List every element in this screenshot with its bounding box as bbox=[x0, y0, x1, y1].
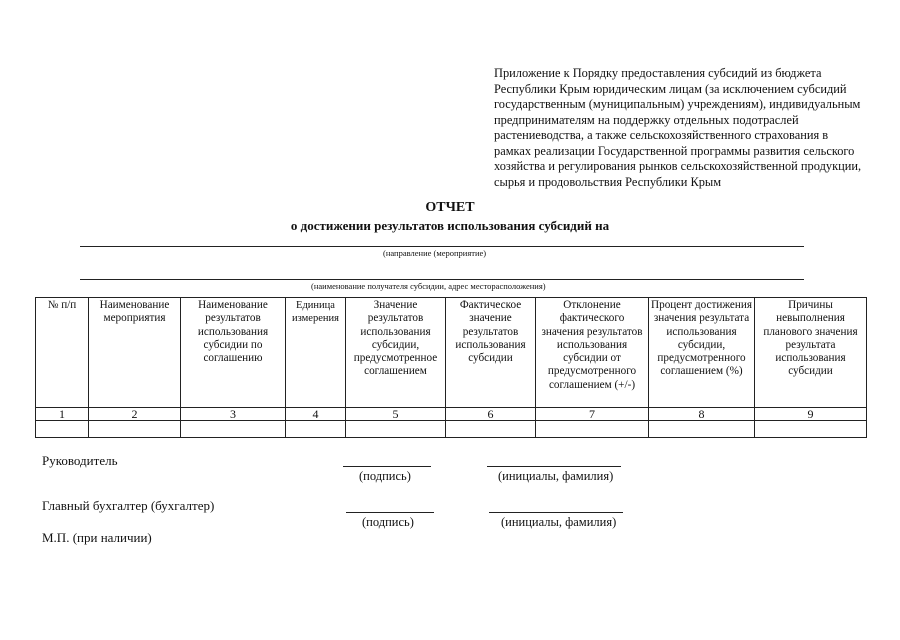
results-table bbox=[35, 297, 867, 438]
empty-cell bbox=[649, 421, 755, 438]
empty-cell bbox=[446, 421, 536, 438]
head-name-line bbox=[487, 466, 621, 467]
table-header-cell: Процент достижения значения результата использования субсидии, предусмотренного соглашением (%) bbox=[649, 298, 755, 408]
accountant-name-caption: (инициалы, фамилия) bbox=[501, 515, 617, 529]
empty-cell bbox=[755, 421, 867, 438]
annex-note: Приложение к Порядку предоставления субсидий из бюджета Республики Крым юридическим лицам (за исключением субсидий государственным (муниципальным) учреждениям), индивидуальным предпринимателям на поддержку отдельных подотраслей растениеводства, а также сельскохозяйственного страхования в рамках реализации Государственной программы развития сельского хозяйства и регулирования рынков сельскохозяйственной продукции, сырья и продовольствия Республики Крым bbox=[494, 66, 862, 189]
direction-field-caption: (направление (мероприятие) bbox=[383, 248, 487, 258]
column-number-cell: 6 bbox=[446, 408, 536, 421]
head-name-caption: (инициалы, фамилия) bbox=[498, 469, 614, 483]
head-signature-line bbox=[343, 466, 431, 467]
accountant-signature-caption: (подпись) bbox=[362, 515, 414, 529]
accountant-signature-line bbox=[346, 512, 434, 513]
recipient-field-line bbox=[80, 279, 804, 280]
head-signature-caption: (подпись) bbox=[359, 469, 411, 483]
table-header-cell: Наименование результатов использования субсидии по соглашению bbox=[181, 298, 286, 408]
empty-cell bbox=[286, 421, 346, 438]
column-number-row bbox=[36, 408, 867, 421]
stamp-label: М.П. (при наличии) bbox=[42, 530, 152, 545]
table-header-cell: Наименование мероприятия bbox=[89, 298, 181, 408]
direction-field-line bbox=[80, 246, 804, 247]
column-number-cell: 5 bbox=[346, 408, 446, 421]
head-label: Руководитель bbox=[42, 453, 118, 468]
table-header-cell: Единица измерения bbox=[286, 298, 346, 408]
column-number-cell: 4 bbox=[286, 408, 346, 421]
empty-cell bbox=[181, 421, 286, 438]
accountant-name-line bbox=[489, 512, 623, 513]
table-header-cell: Значение результатов использования субсидии, предусмотренное соглашением bbox=[346, 298, 446, 408]
empty-cell bbox=[536, 421, 649, 438]
table-header-cell: Отклонение фактического значения результатов использования субсидии от предусмотренного соглашением (+/-) bbox=[536, 298, 649, 408]
accountant-label: Главный бухгалтер (бухгалтер) bbox=[42, 498, 215, 513]
table-header-row bbox=[36, 298, 867, 408]
table-row bbox=[36, 421, 867, 438]
empty-cell bbox=[346, 421, 446, 438]
column-number-cell: 3 bbox=[181, 408, 286, 421]
table-header-cell: Фактическое значение результатов использования субсидии bbox=[446, 298, 536, 408]
table-header-cell: Причины невыполнения планового значения результата использования субсидии bbox=[755, 298, 867, 408]
column-number-cell: 9 bbox=[755, 408, 867, 421]
empty-cell bbox=[89, 421, 181, 438]
column-number-cell: 7 bbox=[536, 408, 649, 421]
column-number-cell: 1 bbox=[36, 408, 89, 421]
column-number-cell: 2 bbox=[89, 408, 181, 421]
document-subtitle: о достижении результатов использования субсидий на bbox=[290, 218, 610, 233]
recipient-field-caption: (наименование получателя субсидии, адрес месторасположения) bbox=[311, 281, 546, 291]
document-title: ОТЧЕТ bbox=[425, 200, 475, 215]
empty-cell bbox=[36, 421, 89, 438]
column-number-cell: 8 bbox=[649, 408, 755, 421]
table-header-cell: № п/п bbox=[36, 298, 89, 408]
